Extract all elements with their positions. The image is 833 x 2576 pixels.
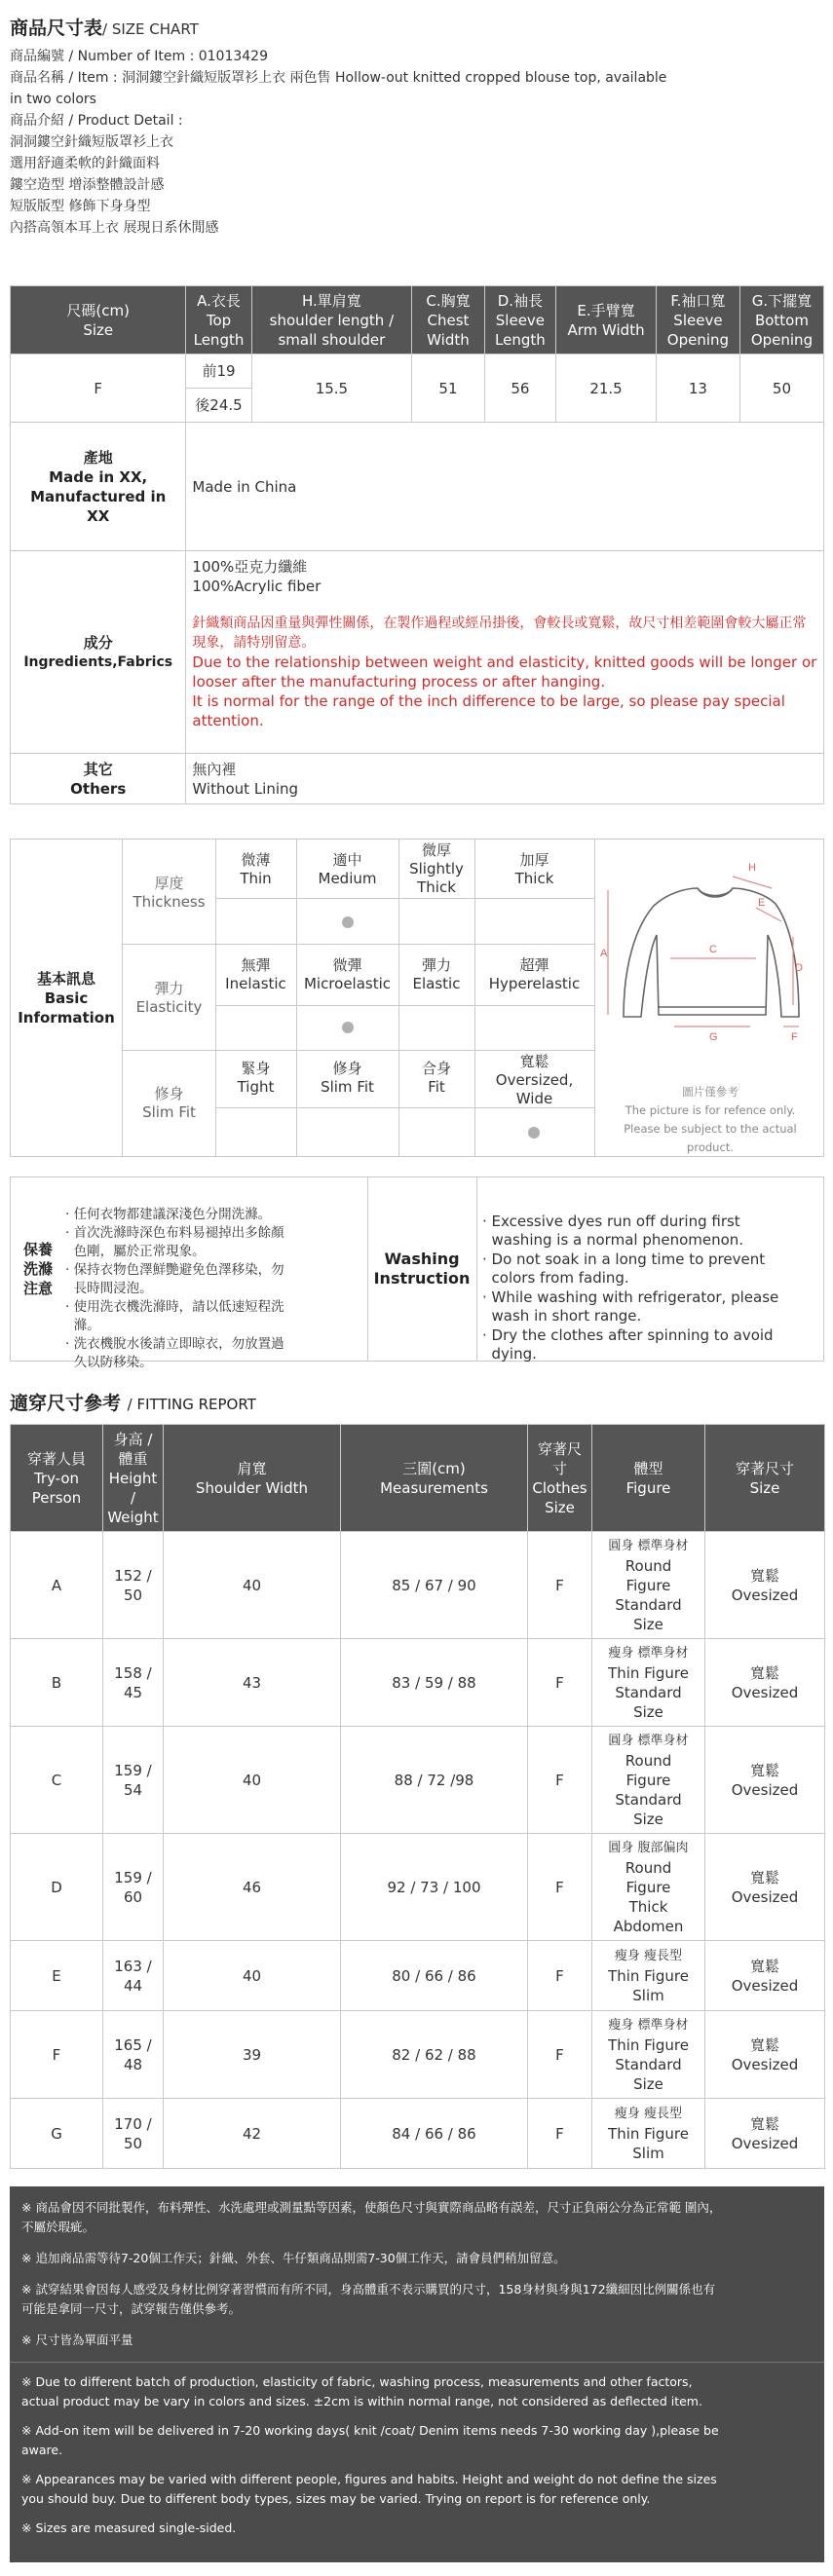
figure: 瘦身 標準身材 Thin Figure Standard Size xyxy=(592,2011,705,2099)
col-figure: 體型 Figure xyxy=(592,1425,705,1532)
height-weight: 165 / 48 xyxy=(103,2011,164,2099)
person: G xyxy=(11,2099,103,2169)
note-zh-3: ※ 試穿結果會因每人感受及身材比例穿著習慣而有所不同，身高體重不表示購買的尺寸，158身材與身與172纖細因比例關係也有 可能是拿同一尺寸，試穿報告僅供參考。 xyxy=(21,2282,716,2316)
height-weight: 159 / 54 xyxy=(103,1727,164,1834)
shoulder-width: 42 xyxy=(164,2099,341,2169)
basic-info-label: 基本訊息 Basic Information xyxy=(11,840,123,1156)
diagram-letter-a: A xyxy=(600,948,608,959)
thickness-selected-dot xyxy=(342,916,354,928)
person: D xyxy=(11,1834,103,1941)
col-cuff: F.袖口寬 Sleeve Opening xyxy=(656,286,739,355)
elasticity-hyperelastic: 超彈 Hyperelastic xyxy=(488,956,581,992)
item-name: 商品名稱 / Item : 洞洞鏤空針織短版罩衫上衣 兩色售 Hollow-out knitted cropped blouse top, available xyxy=(10,70,667,86)
size-value: F xyxy=(11,355,186,423)
notes-panel xyxy=(10,2186,824,2562)
fit-slim: 修身 Slim Fit xyxy=(321,1060,374,1096)
elasticity-inelastic: 無彈 Inelastic xyxy=(225,956,286,992)
shoulder-width: 39 xyxy=(164,2011,341,2099)
ingredients-value: 100%亞克力纖維 100%Acrylic fiber 針織類商品因重量與彈性關係，在製作過程或經吊掛後，會較長或寬鬆，故尺寸相差範圍會較大屬正常現象，請特別留意。 Due to the relationship between weight and elasticity, knitted goods will be longer or looser after the manufacturing process or after hanging. It is normal for the range of the inch difference to be large, so please pay special attention. xyxy=(186,551,824,754)
fitting-report-title: 適穿尺寸參考 / FITTING REPORT xyxy=(10,1393,256,1414)
elasticity-selected-dot xyxy=(342,1022,354,1033)
col-bottom: G.下擺寬 Bottom Opening xyxy=(739,286,823,355)
table-row xyxy=(11,2011,825,2099)
shoulder-width: 43 xyxy=(164,1639,341,1727)
size-table xyxy=(10,285,824,804)
washing-text-en: · Excessive dyes run off during first washing is a normal phenomenon. · Do not soak in a long time to prevent colors from fading. · While washing with refrigerator, please wash in short range. · Dry the clothes after spinning to avoid dying. xyxy=(482,1212,779,1363)
clothes-size: F xyxy=(528,2011,592,2099)
basic-information xyxy=(10,839,824,1157)
thickness-thick: 加厚 Thick xyxy=(514,851,554,887)
fit-size: 寬鬆 Ovesized xyxy=(705,2011,825,2099)
sleeve-value: 56 xyxy=(484,355,555,423)
thickness-label: 厚度 Thickness xyxy=(133,875,206,911)
height-weight: 163 / 44 xyxy=(103,1941,164,2011)
ingredients-row xyxy=(11,551,824,754)
col-sleeve: D.袖長 Sleeve Length xyxy=(484,286,555,355)
clothes-size: F xyxy=(528,1727,592,1834)
clothes-size: F xyxy=(528,1639,592,1727)
ingredients-label: 成分 Ingredients,Fabrics xyxy=(11,551,186,754)
note-en-2: ※ Add-on item will be delivered in 7-20 working days( knit /coat/ Denim items needs 7-30 working day ),please be aware. xyxy=(21,2423,719,2457)
elasticity-label: 彈力 Elasticity xyxy=(135,980,203,1016)
garment-diagram xyxy=(600,849,819,1054)
height-weight: 159 / 60 xyxy=(103,1834,164,1941)
chest-value: 51 xyxy=(412,355,484,423)
measurements: 88 / 72 /98 xyxy=(341,1727,528,1834)
measurements: 85 / 67 / 90 xyxy=(341,1532,528,1639)
washing-label-zh: 保養 洗滌 注意 xyxy=(22,1241,53,1297)
diagram-letter-f: F xyxy=(791,1031,798,1043)
elasticity-microelastic: 微彈 Microelastic xyxy=(303,956,392,992)
product-detail-heading: 商品介紹 / Product Detail : xyxy=(10,113,183,129)
measurements: 82 / 62 / 88 xyxy=(341,2011,528,2099)
shoulder-value: 15.5 xyxy=(251,355,412,423)
shoulder-width: 40 xyxy=(164,1941,341,2011)
measurements: 92 / 73 / 100 xyxy=(341,1834,528,1941)
figure: 圓身 標準身材 Round Figure Standard Size xyxy=(592,1532,705,1639)
shoulder-width: 40 xyxy=(164,1727,341,1834)
fit-tight: 緊身 Tight xyxy=(237,1060,275,1096)
elasticity-elastic: 彈力 Elastic xyxy=(412,956,461,992)
table-row xyxy=(11,1727,825,1834)
col-chest: C.胸寬 Chest Width xyxy=(412,286,484,355)
diagram-letter-d: D xyxy=(795,962,803,974)
clothes-size: F xyxy=(528,1941,592,2011)
washing-title: Washing Instruction xyxy=(373,1250,471,1288)
detail-line: 短版版型 修飾下身身型 xyxy=(10,199,151,214)
washing-instructions xyxy=(10,1176,824,1370)
fit-oversized: 寬鬆 Oversized, Wide xyxy=(495,1053,574,1107)
clothes-size: F xyxy=(528,1532,592,1639)
person: E xyxy=(11,1941,103,2011)
col-top-length: A.衣長 Top Length xyxy=(186,286,251,355)
item-name-cont: in two colors xyxy=(10,92,96,107)
page-title: 商品尺寸表/ SIZE CHART xyxy=(10,18,199,39)
measurements: 80 / 66 / 86 xyxy=(341,1941,528,2011)
clothes-size: F xyxy=(528,1834,592,1941)
origin-value: Made in China xyxy=(186,423,824,551)
figure: 瘦身 瘦長型 Thin Figure Slim xyxy=(592,1941,705,2011)
knit-warning-en-2: It is normal for the range of the inch difference to be large, so please pay special attention. xyxy=(192,692,785,729)
others-label: 其它 Others xyxy=(11,754,186,804)
shoulder-width: 46 xyxy=(164,1834,341,1941)
col-measurements: 三圍(cm) Measurements xyxy=(341,1425,528,1532)
person: B xyxy=(11,1639,103,1727)
top-length-value: 前19 後24.5 xyxy=(186,355,251,423)
knit-warning-en: Due to the relationship between weight and elasticity, knitted goods will be longer or looser after the manufacturing process or after hanging. xyxy=(192,653,817,691)
fit-size: 寬鬆 Ovesized xyxy=(705,1834,825,1941)
slim-fit-label: 修身 Slim Fit xyxy=(142,1085,196,1121)
person: C xyxy=(11,1727,103,1834)
diagram-letter-g: G xyxy=(709,1031,718,1043)
col-height-weight: 身高 / 體重 Height / Weight xyxy=(103,1425,164,1532)
thickness-medium: 適中 Medium xyxy=(318,851,377,887)
cuff-value: 13 xyxy=(656,355,739,423)
height-weight: 152 / 50 xyxy=(103,1532,164,1639)
diagram-letter-c: C xyxy=(709,944,717,955)
fit-size: 寬鬆 Ovesized xyxy=(705,1639,825,1727)
shoulder-width: 40 xyxy=(164,1532,341,1639)
col-arm: E.手臂寬 Arm Width xyxy=(556,286,657,355)
note-zh-1: ※ 商品會因不同批製作，布料彈性、水洗處理或測量點等因素，使顏色尺寸與實際商品略有誤差，尺寸正負兩公分為正常範 圍內， 不屬於瑕疵。 xyxy=(21,2200,722,2234)
note-en-4: ※ Sizes are measured single-sided. xyxy=(21,2520,237,2535)
col-person: 穿著人員 Try-on Person xyxy=(11,1425,103,1532)
height-weight: 158 / 45 xyxy=(103,1639,164,1727)
col-size: 穿著尺寸 Size xyxy=(705,1425,825,1532)
person: A xyxy=(11,1532,103,1639)
note-zh-4: ※ 尺寸皆為單面平量 xyxy=(21,2333,133,2347)
table-row xyxy=(11,2099,825,2169)
col-shoulder-width: 肩寬 Shoulder Width xyxy=(164,1425,341,1532)
table-row xyxy=(11,1834,825,1941)
fit-size: 寬鬆 Ovesized xyxy=(705,1727,825,1834)
measurements: 84 / 66 / 86 xyxy=(341,2099,528,2169)
product-info xyxy=(10,46,823,239)
detail-line: 鏤空造型 增添整體設計感 xyxy=(10,177,165,193)
measurements: 83 / 59 / 88 xyxy=(341,1639,528,1727)
bottom-value: 50 xyxy=(739,355,823,423)
table-row xyxy=(11,355,824,423)
col-shoulder: H.單肩寬 shoulder length / small shoulder xyxy=(251,286,412,355)
fit-size: 寬鬆 Ovesized xyxy=(705,2099,825,2169)
thickness-thin: 微薄 Thin xyxy=(240,851,272,887)
clothes-size: F xyxy=(528,2099,592,2169)
table-row xyxy=(11,1532,825,1639)
fit-size: 寬鬆 Ovesized xyxy=(705,1532,825,1639)
knit-warning-zh: 針織類商品因重量與彈性關係，在製作過程或經吊掛後，會較長或寬鬆，故尺寸相差範圍會較大屬正常現象，請特別留意。 xyxy=(192,616,807,651)
figure: 圓身 標準身材 Round Figure Standard Size xyxy=(592,1727,705,1834)
fitting-report-table xyxy=(10,1424,825,2169)
person: F xyxy=(11,2011,103,2099)
fit-regular: 合身 Fit xyxy=(421,1060,451,1096)
arm-value: 21.5 xyxy=(556,355,657,423)
detail-line: 選用舒適柔軟的針織面料 xyxy=(10,156,160,171)
diagram-note: 圖片僅參考 The picture is for refence only. Please be subject to the actual product. xyxy=(624,1085,797,1154)
fit-table-header xyxy=(11,1425,825,1532)
diagram-letter-e: E xyxy=(758,897,766,909)
others-value: 無內裡 Without Lining xyxy=(186,754,824,804)
col-clothes-size: 穿著尺 寸 Clothes Size xyxy=(528,1425,592,1532)
note-en-3: ※ Appearances may be varied with different people, figures and habits. Height and weight do not define the sizes you should buy. Due to different body types, sizes may be varied. Trying on report is for reference only. xyxy=(21,2472,717,2506)
detail-line: 內搭高領本耳上衣 展現日系休閒感 xyxy=(10,220,219,236)
item-number: 商品編號 / Number of Item : 01013429 xyxy=(10,49,268,64)
detail-line: 洞洞鏤空針織短版罩衫上衣 xyxy=(10,134,173,150)
size-table-header xyxy=(11,286,824,355)
figure: 瘦身 標準身材 Thin Figure Standard Size xyxy=(592,1639,705,1727)
diagram-letter-h: H xyxy=(748,862,756,874)
origin-row xyxy=(11,423,824,551)
table-row xyxy=(11,1639,825,1727)
fit-selected-dot xyxy=(528,1127,540,1139)
col-size: 尺碼(cm) Size xyxy=(11,286,186,355)
note-en-1: ※ Due to different batch of production, elasticity of fabric, washing process, measurements and other factors, actual product may be vary in colors and sizes. ±2cm is within normal range, not considered as deflected item. xyxy=(21,2374,702,2408)
figure: 圓身 腹部偏肉 Round Figure Thick Abdomen xyxy=(592,1834,705,1941)
note-zh-2: ※ 追加商品需等待7-20個工作天；針織、外套、牛仔類商品則需7-30個工作天，請會員們稍加留意。 xyxy=(21,2251,566,2265)
origin-label: 產地 Made in XX, Manufactured in XX xyxy=(11,423,186,551)
thickness-slightly-thick: 微厚 Slightly Thick xyxy=(409,841,464,896)
figure: 瘦身 瘦長型 Thin Figure Slim xyxy=(592,2099,705,2169)
washing-text-zh: · 任何衣物都建議深淺色分開洗滌。 · 首次洗滌時深色布料易褪掉出多餘顏 色剛，屬於正常現象。 · 保持衣物色澤鮮艷避免色澤移染，勿 長時間浸泡。 · 使用洗衣機洗滌時，請以低速短程洗 滌。 · 洗衣機脫水後請立即晾衣，勿放置過 久以防移染。 xyxy=(65,1207,284,1370)
fit-size: 寬鬆 Ovesized xyxy=(705,1941,825,2011)
table-row xyxy=(11,1941,825,2011)
height-weight: 170 / 50 xyxy=(103,2099,164,2169)
others-row xyxy=(11,754,824,804)
